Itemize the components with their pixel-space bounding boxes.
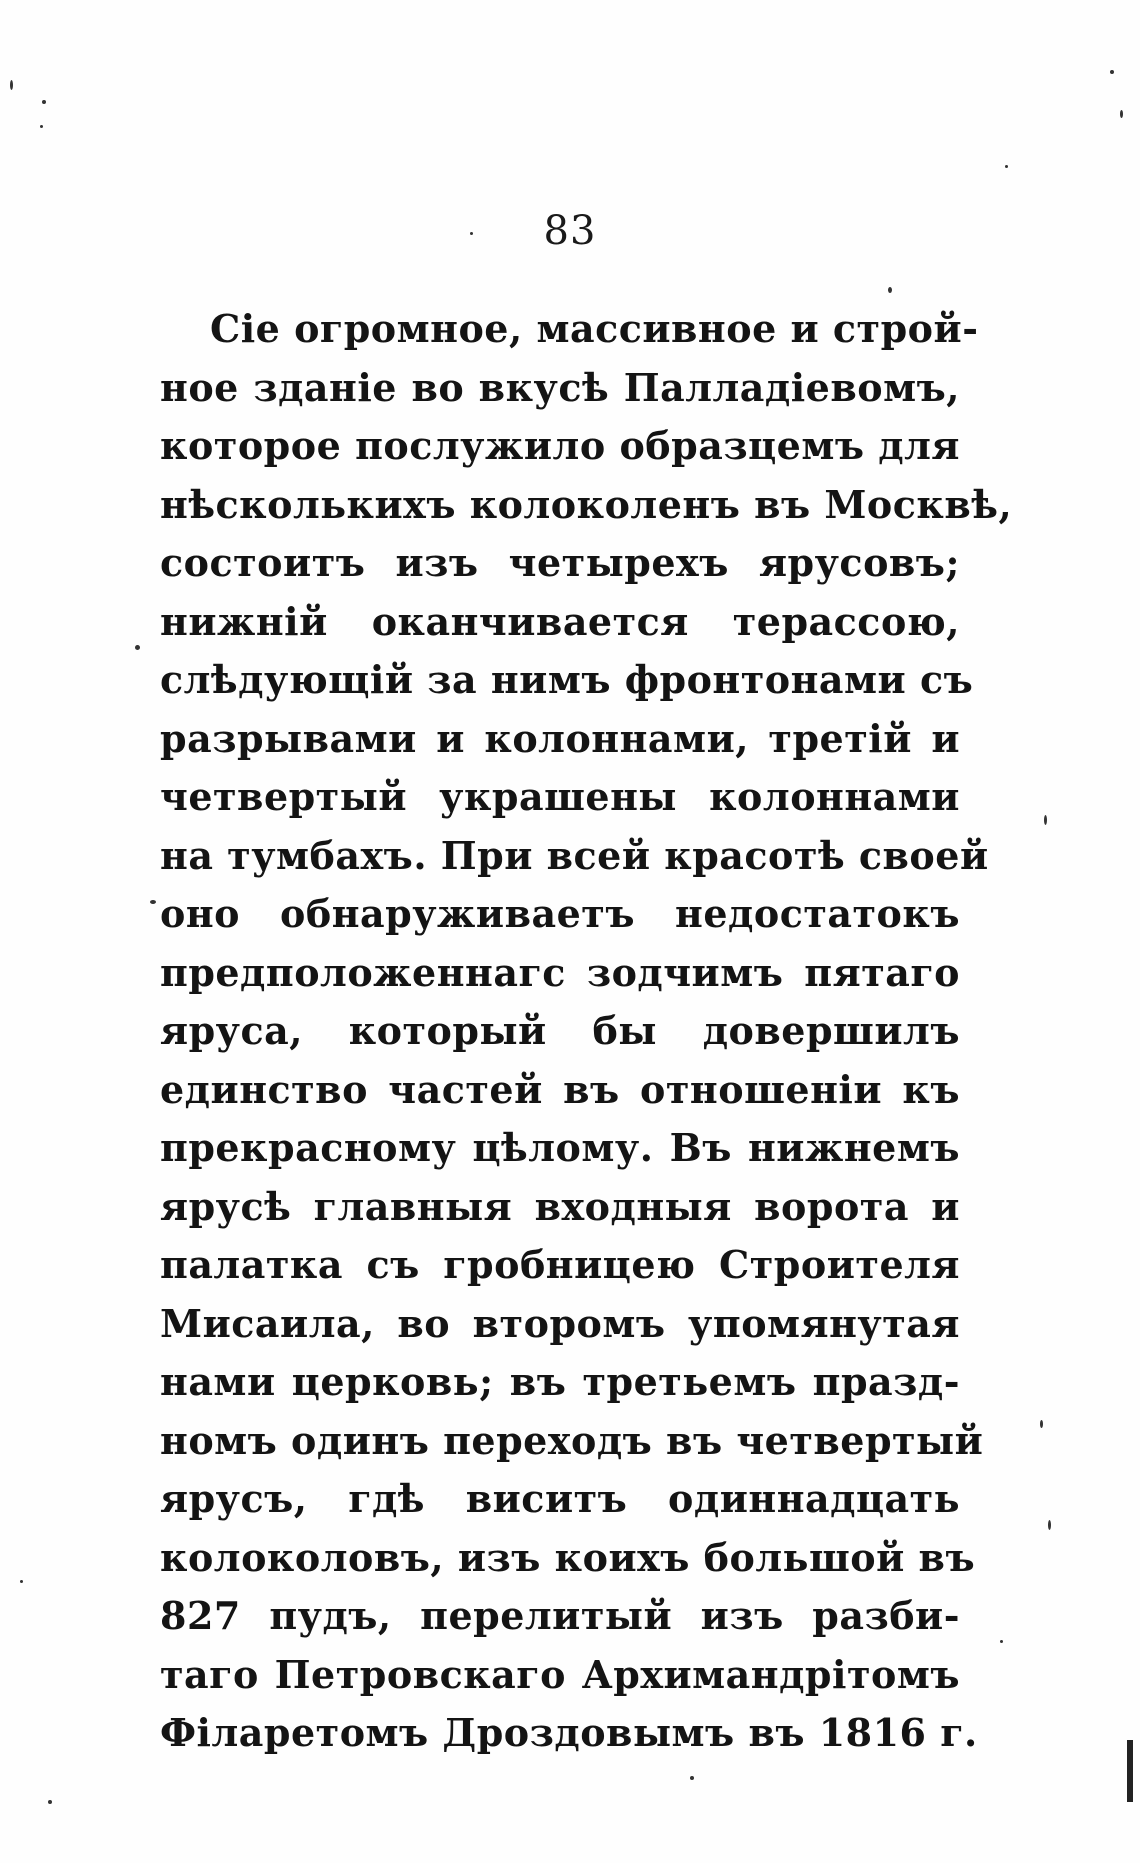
scan-speck — [20, 1580, 23, 1583]
scan-speck — [1044, 815, 1047, 825]
scan-speck — [1005, 165, 1008, 168]
text-line: ярусъ, гдѣ виситъ одиннадцать — [160, 1476, 960, 1521]
scan-speck — [135, 645, 140, 650]
scan-speck — [690, 1776, 694, 1780]
text-line: прекрасному цѣлому. Въ нижнемъ — [160, 1125, 960, 1170]
text-line: колоколовъ, изъ коихъ большой въ — [160, 1534, 976, 1580]
scan-speck — [1040, 1420, 1043, 1428]
text-line: Мисаила, во второмъ упомянутая — [160, 1300, 960, 1346]
text-line: яруса, который бы довершилъ — [160, 1008, 960, 1053]
text-line: на тумбахъ. При всей красотѣ своей — [160, 832, 989, 878]
text-line: нижнiй оканчивается терассою, — [160, 598, 960, 644]
scan-speck — [10, 80, 13, 90]
text-line: таго Петровскаго Архимандрiтомъ — [160, 1651, 960, 1697]
text-line: нѣсколькихъ колоколенъ въ Москвѣ, — [160, 481, 1013, 527]
scan-speck — [40, 125, 43, 128]
text-line: Фiларетомъ Дроздовымъ въ 1816 г. — [160, 1710, 978, 1755]
text-line: слѣдующiй за нимъ фронтонами съ — [160, 657, 974, 702]
body-text — [160, 300, 1013, 1763]
text-line: номъ одинъ переходъ въ четвертый — [160, 1417, 984, 1463]
scan-speck — [470, 232, 473, 235]
text-line: разрывами и колоннами, третiй и — [160, 715, 960, 761]
text-line: единство частей въ отношенiи къ — [160, 1066, 960, 1112]
scan-speck — [1000, 1640, 1003, 1643]
scan-speck — [48, 1800, 52, 1804]
text-line: которое послужило образцемъ для — [160, 423, 960, 468]
page-number: 83 — [543, 208, 597, 254]
text-line: оно обнаруживаетъ недостатокъ — [160, 891, 960, 936]
text-line: состоитъ изъ четырехъ ярусовъ; — [160, 540, 960, 585]
text-line: 827 пудъ, перелитый изъ разби- — [160, 1593, 960, 1638]
text-line: палатка съ гробницею Строителя — [160, 1242, 960, 1287]
text-line: Сiе огромное, массивное и строй- — [210, 306, 979, 351]
text-line: нами церковь; въ третьемъ празд- — [160, 1359, 960, 1404]
text-line: четвертый украшены колоннами — [160, 774, 960, 819]
scan-speck — [1120, 110, 1123, 118]
text-line: предположеннагс зодчимъ пятаго — [160, 949, 960, 995]
scan-speck — [1110, 70, 1114, 74]
scan-edge-mark — [1127, 1740, 1133, 1802]
text-line: ярусѣ главныя входныя ворота и — [160, 1183, 960, 1229]
scan-speck — [1048, 1520, 1051, 1530]
scan-speck — [42, 100, 46, 104]
scan-speck — [888, 287, 892, 293]
text-line: ное зданiе во вкусѣ Палладiевомъ, — [160, 364, 960, 410]
scan-speck — [150, 900, 156, 904]
